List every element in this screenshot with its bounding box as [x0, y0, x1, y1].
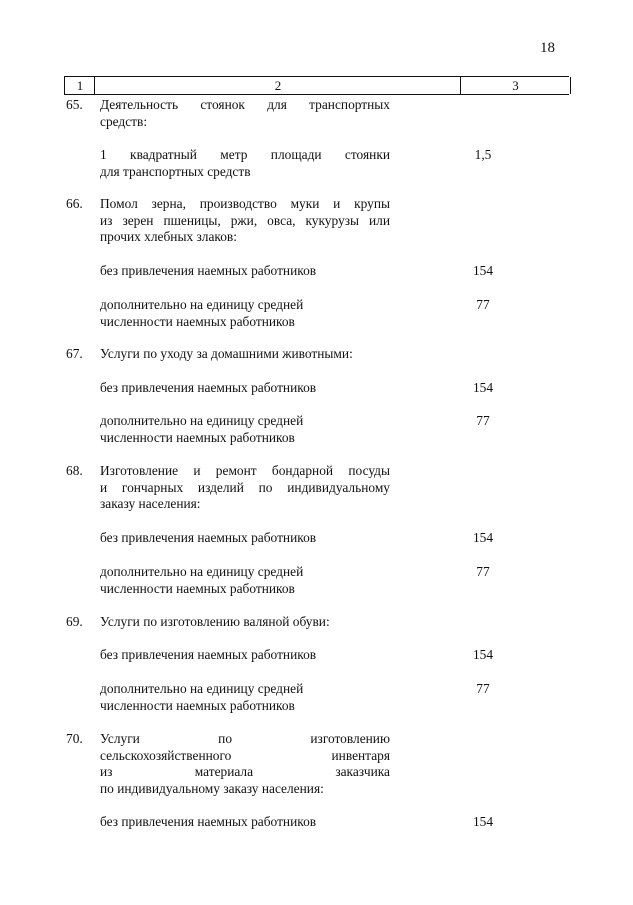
rate-line: дополнительно на единицу средней [100, 413, 304, 428]
rate-value: 154 [472, 814, 494, 829]
rate-value: 77 [476, 564, 490, 579]
table-header [64, 76, 569, 95]
title-word: инвентаря [331, 747, 390, 763]
rate-line: дополнительно на единицу средней [100, 297, 304, 312]
title-word: материала [194, 764, 254, 780]
title-line: Помол зерна, производство муки и крупы [100, 196, 390, 211]
rate-description: без привлечения наемных работников [100, 380, 317, 395]
rate-value: 77 [476, 297, 490, 312]
title-word: Услуги [100, 731, 140, 746]
item-title [100, 463, 390, 513]
rate-description: без привлечения наемных работников [100, 263, 317, 278]
rate-line: численности наемных работников [100, 313, 295, 329]
rate-line: 1 квадратный метр площади стоянки [100, 147, 390, 162]
item-title: Услуги по уходу за домашними животными: [100, 346, 353, 361]
item-number: 65. [66, 97, 83, 112]
title-line [100, 731, 390, 748]
rate-line: дополнительно на единицу средней [100, 681, 304, 696]
rate-description [100, 564, 390, 597]
header-col-2: 2 [94, 77, 461, 94]
rate-description: без привлечения наемных работников [100, 814, 317, 829]
item-number: 70. [66, 731, 83, 746]
title-word: по [218, 731, 233, 746]
rate-line: численности наемных работников [100, 429, 295, 445]
title-line: Изготовление и ремонт бондарной посуды [100, 463, 390, 478]
title-line [100, 764, 390, 781]
rate-value: 154 [472, 647, 494, 662]
rate-description: без привлечения наемных работников [100, 647, 317, 662]
header-col-1: 1 [64, 77, 95, 94]
page-number: 18 [540, 40, 555, 56]
title-line: и гончарных изделий по индивидуальному [100, 479, 390, 495]
title-line: Деятельность стоянок для транспортных [100, 97, 390, 112]
item-number: 67. [66, 346, 83, 361]
item-title [100, 97, 390, 130]
item-number: 68. [66, 463, 83, 478]
title-line: средств: [100, 113, 148, 129]
item-number: 66. [66, 196, 83, 211]
rate-description: без привлечения наемных работников [100, 530, 317, 545]
title-word: изготовлению [310, 731, 390, 746]
rate-line: для транспортных средств [100, 163, 251, 179]
title-word: заказчика [335, 764, 390, 780]
rate-value: 77 [476, 681, 490, 696]
rate-description [100, 681, 390, 714]
rate-description [100, 413, 390, 446]
rate-value: 154 [472, 530, 494, 545]
title-line: по индивидуальному заказу населения: [100, 780, 324, 796]
title-word: из [100, 764, 113, 780]
rate-value: 154 [472, 263, 494, 278]
title-line [100, 748, 390, 765]
title-line: прочих хлебных злаков: [100, 229, 237, 245]
header-col-3: 3 [460, 77, 571, 94]
title-line: из зерен пшеницы, ржи, овса, кукурузы или [100, 212, 390, 228]
rate-value: 1,5 [474, 147, 492, 162]
title-line: заказу населения: [100, 496, 201, 512]
item-title [100, 196, 390, 246]
rate-value: 154 [472, 380, 494, 395]
rate-description [100, 147, 390, 180]
item-number: 69. [66, 614, 83, 629]
rate-line: дополнительно на единицу средней [100, 564, 304, 579]
item-title [100, 731, 390, 797]
rate-description [100, 297, 390, 330]
rate-value: 77 [476, 413, 490, 428]
rate-line: численности наемных работников [100, 697, 295, 713]
item-title: Услуги по изготовлению валяной обуви: [100, 614, 330, 629]
rate-line: численности наемных работников [100, 580, 295, 596]
title-word: сельскохозяйственного [100, 747, 232, 763]
